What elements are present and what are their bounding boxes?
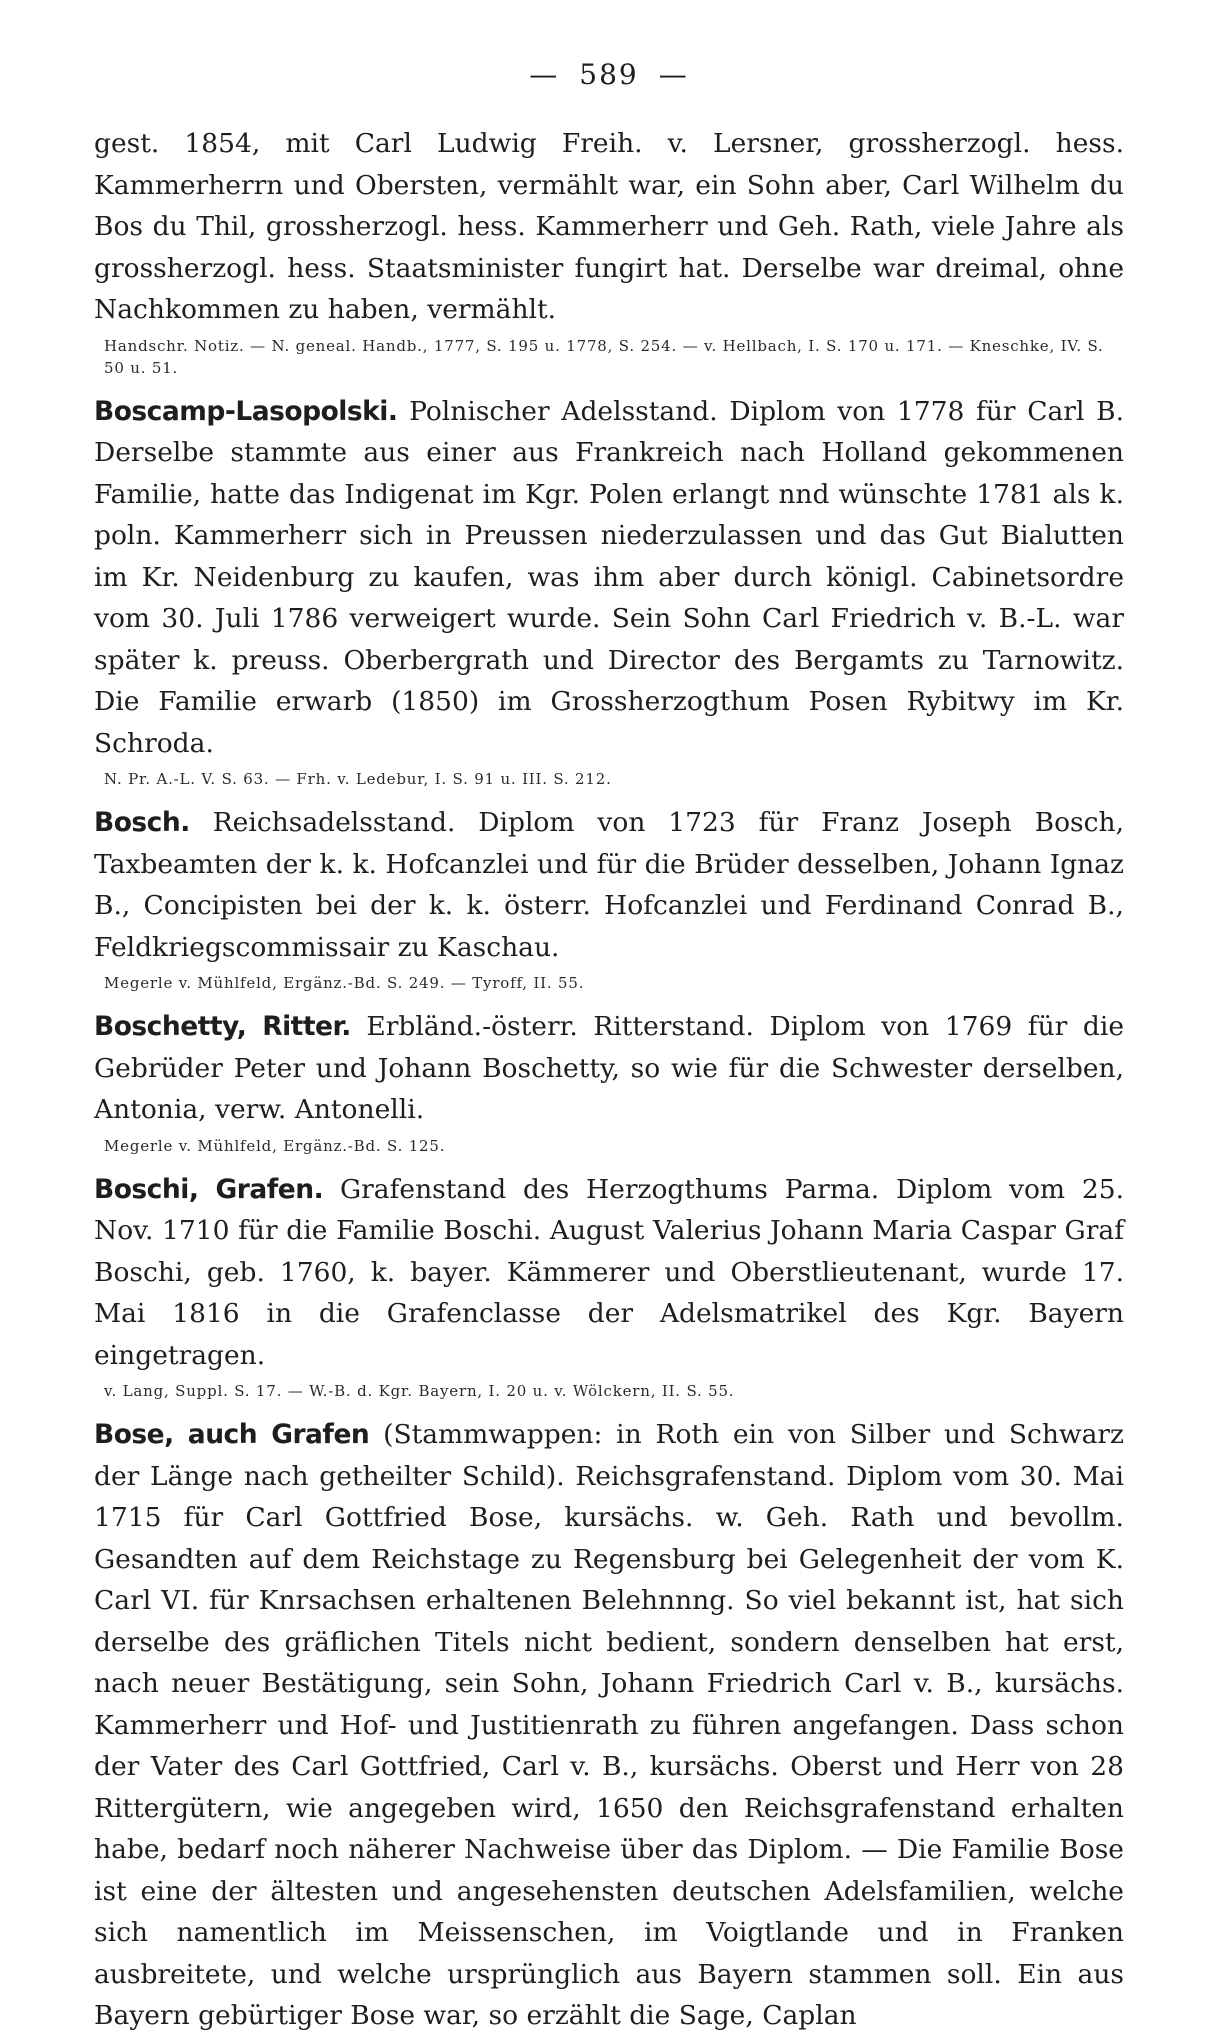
entry-reference: Megerle v. Mühlfeld, Ergänz.-Bd. S. 125.	[104, 1136, 446, 1155]
entry-boschetty	[94, 1006, 1124, 1131]
entry-heading: Bose, auch Grafen	[94, 1419, 370, 1450]
entry-heading: Boscamp-Lasopolski.	[94, 395, 398, 427]
entry-bosch	[94, 802, 1124, 968]
entry-heading: Bosch.	[94, 807, 190, 838]
entry-reference: v. Lang, Suppl. S. 17. — W.-B. d. Kgr. Bayern, I. 20 u. v. Wölckern, II. S. 55.	[104, 1382, 735, 1400]
entry-reference: N. Pr. A.-L. V. S. 63. — Frh. v. Ledebur, I. S. 91 u. III. S. 212.	[104, 770, 612, 788]
page-number-dash-left: —	[529, 58, 560, 91]
entry-bose	[94, 1414, 1124, 2037]
page-number-dash-right: —	[658, 58, 689, 91]
intro-paragraph: gest. 1854, mit Carl Ludwig Freih. v. Lersner, grossherzogl. hess. Kammerherrn und Obersten, vermählt war, ein Sohn aber, Carl Wilhelm du Bos du Thil, grossherzogl. hess. Kammerherr und Geh. Rath, viele Jahre als grossherzogl. hess. Staatsminister fungirt hat. Derselbe war dreimal, ohne Nachkommen zu haben, vermählt.	[94, 128, 1124, 325]
entry-heading: Boschi, Grafen.	[94, 1173, 324, 1205]
entry-reference: Megerle v. Mühlfeld, Ergänz.-Bd. S. 249. — Tyroff, II. 55.	[104, 974, 585, 992]
page-number-value: 589	[579, 58, 639, 91]
entry-heading: Boschetty, Ritter.	[94, 1011, 351, 1042]
page-number	[94, 58, 1124, 91]
entry-text: Erbländ.-österr. Ritterstand. Diplom von 1769 für die Gebrüder Peter und Johann Boschetty, so wie für die Schwester derselben, Antonia, verw. Antonelli.	[94, 1011, 1124, 1125]
document-page	[94, 58, 1124, 2037]
intro-reference: Handschr. Notiz. — N. geneal. Handb., 1777, S. 195 u. 1778, S. 254. — v. Hellbach, I. S. 170 u. 171. — Kneschke, IV. S. 50 u. 51.	[104, 336, 1104, 377]
entry-boschi	[94, 1169, 1124, 1377]
entry-text: Polnischer Adelsstand. Diplom von 1778 für Carl B. Derselbe stammte aus einer aus Frankreich nach Holland gekommenen Familie, hatte das Indigenat im Kgr. Polen erlangt nnd wünschte 1781 als k. poln. Kammerherr sich in Preussen niederzulassen und das Gut Bialutten im Kr. Neidenburg zu kaufen, was ihm aber durch königl. Cabinetsordre vom 30. Juli 1786 verweigert wurde. Sein Sohn Carl Friedrich v. B.-L. war später k. preuss. Oberbergrath und Director des Bergamts zu Tarnowitz. Die Familie erwarb (1850) im Grossherzogthum Posen Rybitwy im Kr. Schroda.	[94, 395, 1124, 759]
entry-text: (Stammwappen: in Roth ein von Silber und Schwarz der Länge nach getheilter Schild). Reichsgrafenstand. Diplom vom 30. Mai 1715 für Carl Gottfried Bose, kursächs. w. Geh. Rath und bevollm. Gesandten auf dem Reichstage zu Regensburg bei Gelegenheit der vom K. Carl VI. für Knrsachsen erhaltenen Belehnnng. So viel bekannt ist, hat sich derselbe des gräflichen Titels nicht bedient, sondern denselben hat erst, nach neuer Bestätigung, sein Sohn, Johann Friedrich Carl v. B., kursächs. Kammerherr und Hof- und Justitienrath zu führen angefangen. Dass schon der Vater des Carl Gottfried, Carl v. B., kursächs. Oberst und Herr von 28 Rittergütern, wie angegeben wird, 1650 den Reichsgrafenstand erhalten habe, bedarf noch näherer Nachweise über das Diplom. — Die Familie Bose ist eine der ältesten und angesehensten deutschen Adelsfamilien, welche sich namentlich im Meissenschen, im Voigtlande und in Franken ausbreitete, und welche ursprünglich aus Bayern stammen soll. Ein aus Bayern gebürtiger Bose war, so erzählt die Sage, Caplan	[94, 1419, 1125, 2031]
entry-text: Reichsadelsstand. Diplom von 1723 für Franz Joseph Bosch, Taxbeamten der k. k. Hofcanzlei und für die Brüder desselben, Johann Ignaz B., Concipisten bei der k. k. österr. Hofcanzlei und Ferdinand Conrad B., Feldkriegscommissair zu Kaschau.	[94, 807, 1124, 963]
entry-text: Grafenstand des Herzogthums Parma. Diplom vom 25. Nov. 1710 für die Familie Boschi. August Valerius Johann Maria Caspar Graf Boschi, geb. 1760, k. bayer. Kämmerer und Oberstlieutenant, wurde 17. Mai 1816 in die Grafenclasse der Adelsmatrikel des Kgr. Bayern eingetragen.	[94, 1173, 1124, 1371]
entry-boscamp-lasopolski	[94, 391, 1124, 765]
